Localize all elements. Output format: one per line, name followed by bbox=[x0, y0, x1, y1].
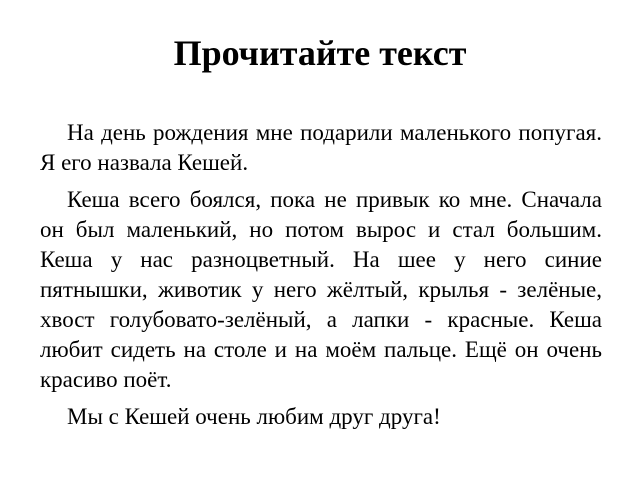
page-title: Прочитайте текст bbox=[173, 33, 467, 73]
text-body bbox=[40, 118, 602, 439]
paragraph-3: Мы с Кешей очень любим друг друга! bbox=[67, 404, 441, 429]
paragraph-1: На день рождения мне подарили маленького попугая. Я его назвала Кешей. bbox=[40, 120, 602, 175]
paragraph-2: Кеша всего боялся, пока не привык ко мне. Сначала он был маленький, но потом вырос и стал большим. Кеша у нас разноцветный. На шее у него синие пятнышки, животик у него жёлтый, крылья - зелёные, хвост голубовато-зелёный, а лапки - красные. Кеша любит сидеть на столе и на моём пальце. Ещё он очень красиво поёт. bbox=[40, 187, 602, 392]
